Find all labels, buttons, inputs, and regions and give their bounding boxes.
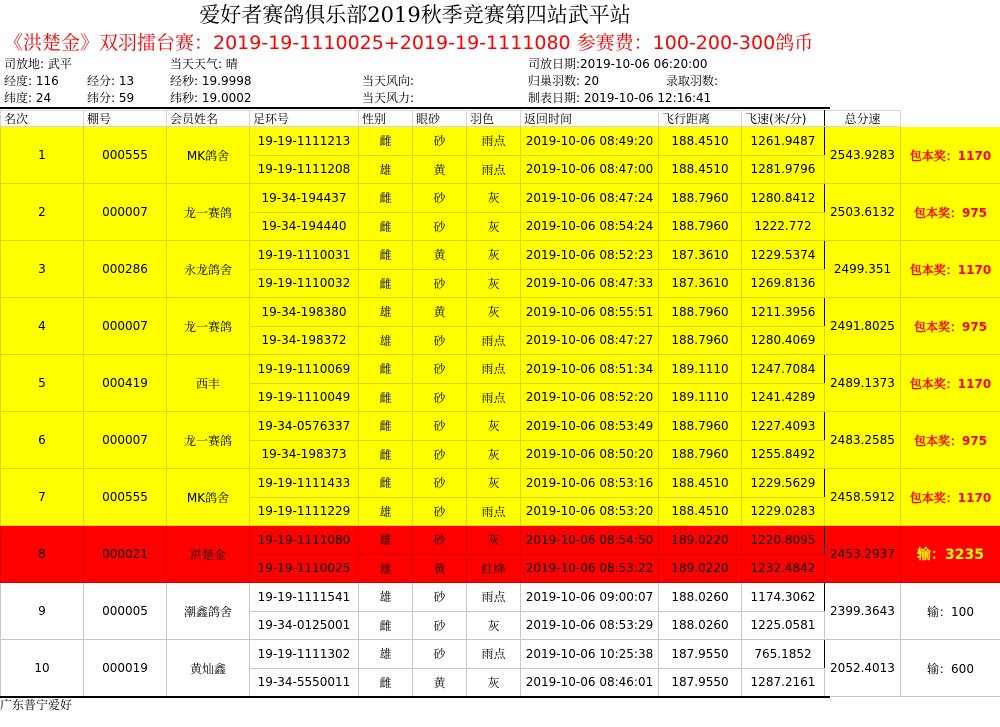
ring-cell: 19-19-1111229 <box>250 497 359 526</box>
eye-cell: 砂 <box>413 412 467 441</box>
ring-cell: 19-19-1110069 <box>250 355 359 384</box>
color-cell: 雨点 <box>467 127 521 156</box>
prize-cell: 包本奖：1170 <box>901 127 1000 184</box>
sex-cell: 雌 <box>359 127 413 156</box>
sex-cell: 雄 <box>359 155 413 184</box>
speed-cell: 1261.9487 <box>742 127 825 156</box>
return-time-cell: 2019-10-06 08:53:20 <box>521 497 659 526</box>
speed-cell: 1229.0283 <box>742 497 825 526</box>
return-time-cell: 2019-10-06 10:25:38 <box>521 640 659 669</box>
distance-cell: 187.3610 <box>659 269 742 298</box>
color-cell: 雨点 <box>467 583 521 612</box>
loft-cell: 000419 <box>84 355 167 412</box>
color-cell: 雨点 <box>467 640 521 669</box>
release-date: 司放日期:2019-10-06 06:20:00 <box>528 57 708 71</box>
latitude-minutes: 纬分: 59 <box>87 91 135 105</box>
sex-cell: 雄 <box>359 526 413 555</box>
return-time-cell: 2019-10-06 08:54:50 <box>521 526 659 555</box>
color-cell: 灰 <box>467 241 521 270</box>
speed-cell: 1220.8095 <box>742 526 825 555</box>
distance-cell: 188.4510 <box>659 155 742 184</box>
speed-cell: 1287.2161 <box>742 668 825 697</box>
color-cell: 灰 <box>467 269 521 298</box>
rank-cell: 9 <box>1 583 84 640</box>
color-cell: 灰 <box>467 440 521 469</box>
wind-direction: 当天风向: <box>362 74 415 88</box>
footer-line <box>0 696 830 698</box>
speed-cell: 1229.5629 <box>742 469 825 498</box>
weather: 当天天气: 晴 <box>170 57 238 71</box>
return-time-cell: 2019-10-06 08:50:20 <box>521 440 659 469</box>
footer-text: 广东普宁爱好 <box>0 698 73 712</box>
return-time-cell: 2019-10-06 08:47:00 <box>521 155 659 184</box>
returned-count: 归巢羽数: 20 <box>528 74 600 88</box>
total-speed-cell: 2453.2937 <box>825 526 901 583</box>
speed-cell: 1222.772 <box>742 212 825 241</box>
loft-cell: 000555 <box>84 127 167 184</box>
color-cell: 雨点 <box>467 155 521 184</box>
distance-cell: 189.1110 <box>659 355 742 384</box>
return-time-cell: 2019-10-06 08:55:51 <box>521 298 659 327</box>
ring-cell: 19-34-198380 <box>250 298 359 327</box>
member-cell: 永龙鸽舍 <box>167 241 250 298</box>
speed-cell: 1281.9796 <box>742 155 825 184</box>
table-row <box>1 127 1000 156</box>
color-cell: 灰 <box>467 469 521 498</box>
distance-cell: 188.7960 <box>659 184 742 213</box>
member-cell: 西丰 <box>167 355 250 412</box>
speed-cell: 1280.4069 <box>742 326 825 355</box>
eye-cell: 砂 <box>413 640 467 669</box>
distance-cell: 188.7960 <box>659 326 742 355</box>
release-place: 司放地: 武平 <box>4 57 72 71</box>
speed-cell: 765.1852 <box>742 640 825 669</box>
sex-cell: 雌 <box>359 212 413 241</box>
return-time-cell: 2019-10-06 08:52:23 <box>521 241 659 270</box>
return-time-cell: 2019-10-06 08:53:29 <box>521 611 659 640</box>
member-cell: 龙一赛鸽 <box>167 184 250 241</box>
distance-cell: 188.7960 <box>659 298 742 327</box>
speed-cell: 1241.4289 <box>742 383 825 412</box>
sex-cell: 雌 <box>359 668 413 697</box>
ring-cell: 19-19-1111541 <box>250 583 359 612</box>
prize-cell: 包本奖：1170 <box>901 469 1000 526</box>
color-cell: 灰 <box>467 611 521 640</box>
color-cell: 灰 <box>467 298 521 327</box>
total-speed-cell: 2399.3643 <box>825 583 901 640</box>
sex-cell: 雄 <box>359 583 413 612</box>
eye-cell: 黄 <box>413 554 467 583</box>
ring-cell: 19-34-0576337 <box>250 412 359 441</box>
header-sex: 性别 <box>359 111 413 127</box>
return-time-cell: 2019-10-06 08:53:49 <box>521 412 659 441</box>
total-speed-cell: 2491.8025 <box>825 298 901 355</box>
loft-cell: 000007 <box>84 298 167 355</box>
ring-cell: 19-19-1110049 <box>250 383 359 412</box>
sex-cell: 雌 <box>359 412 413 441</box>
sex-cell: 雄 <box>359 326 413 355</box>
ring-cell: 19-34-198372 <box>250 326 359 355</box>
distance-cell: 187.9550 <box>659 640 742 669</box>
eye-cell: 砂 <box>413 127 467 156</box>
loft-cell: 000005 <box>84 583 167 640</box>
header-blank <box>901 111 1000 127</box>
header-eye: 眼砂 <box>413 111 467 127</box>
total-speed-cell: 2052.4013 <box>825 640 901 697</box>
prize-cell: 包本奖：975 <box>901 298 1000 355</box>
header-speed: 飞速(米/分) <box>742 111 825 127</box>
return-time-cell: 2019-10-06 08:51:34 <box>521 355 659 384</box>
sex-cell: 雄 <box>359 497 413 526</box>
eye-cell: 砂 <box>413 355 467 384</box>
table-row <box>1 412 1000 441</box>
recorded-count: 录取羽数: <box>666 74 719 88</box>
distance-cell: 189.0220 <box>659 526 742 555</box>
speed-cell: 1280.8412 <box>742 184 825 213</box>
prize-cell: 输：100 <box>901 583 1000 640</box>
longitude: 经度: 116 <box>4 74 59 88</box>
color-cell: 灰 <box>467 212 521 241</box>
latitude-seconds: 纬秒: 19.0002 <box>170 91 252 105</box>
info-row-3 <box>0 90 830 107</box>
subtitle-text: 《洪楚金》双羽擂台赛：2019-19-1110025+2019-19-1111080 参赛费：100-200-300鸽币 <box>4 32 814 54</box>
distance-cell: 189.0220 <box>659 554 742 583</box>
table-made-date: 制表日期: 2019-10-06 12:16:41 <box>528 91 712 105</box>
total-speed-cell: 2503.6132 <box>825 184 901 241</box>
color-cell: 雨点 <box>467 326 521 355</box>
member-cell: 龙一赛鸽 <box>167 298 250 355</box>
eye-cell: 砂 <box>413 326 467 355</box>
sex-cell: 雄 <box>359 640 413 669</box>
rank-cell: 4 <box>1 298 84 355</box>
sex-cell: 雄 <box>359 298 413 327</box>
eye-cell: 砂 <box>413 469 467 498</box>
header-ring: 足环号 <box>250 111 359 127</box>
prize-cell: 包本奖：1170 <box>901 241 1000 298</box>
color-cell: 雨点 <box>467 355 521 384</box>
total-speed-cell: 2499.351 <box>825 241 901 298</box>
sex-cell: 雌 <box>359 469 413 498</box>
header-top-line <box>0 107 830 109</box>
header-color: 羽色 <box>467 111 521 127</box>
header-rank: 名次 <box>1 111 84 127</box>
color-cell: 灰 <box>467 184 521 213</box>
header-total-speed: 总分速 <box>825 111 901 127</box>
loft-cell: 000555 <box>84 469 167 526</box>
header-row <box>1 111 1000 127</box>
member-cell: 龙一赛鸽 <box>167 412 250 469</box>
sex-cell: 雌 <box>359 241 413 270</box>
speed-cell: 1174.3062 <box>742 583 825 612</box>
table-row <box>1 184 1000 213</box>
latitude: 纬度: 24 <box>4 91 52 105</box>
loft-cell: 000007 <box>84 412 167 469</box>
sex-cell: 雌 <box>359 611 413 640</box>
sex-cell: 雌 <box>359 184 413 213</box>
eye-cell: 砂 <box>413 383 467 412</box>
color-cell: 雨点 <box>467 497 521 526</box>
eye-cell: 砂 <box>413 440 467 469</box>
eye-cell: 黄 <box>413 668 467 697</box>
header-return-time: 返回时间 <box>521 111 659 127</box>
color-cell: 灰 <box>467 412 521 441</box>
wind-power: 当天风力: <box>362 91 415 105</box>
header-member: 会员姓名 <box>167 111 250 127</box>
distance-cell: 187.9550 <box>659 668 742 697</box>
return-time-cell: 2019-10-06 08:47:24 <box>521 184 659 213</box>
eye-cell: 黄 <box>413 155 467 184</box>
prize-cell: 包本奖：975 <box>901 184 1000 241</box>
return-time-cell: 2019-10-06 08:54:24 <box>521 212 659 241</box>
table-row <box>1 583 1000 612</box>
ring-cell: 19-19-1110031 <box>250 241 359 270</box>
ring-cell: 19-34-0125001 <box>250 611 359 640</box>
speed-cell: 1225.0581 <box>742 611 825 640</box>
distance-cell: 188.4510 <box>659 469 742 498</box>
speed-cell: 1269.8136 <box>742 269 825 298</box>
longitude-minutes: 经分: 13 <box>87 74 135 88</box>
total-speed-cell: 2458.5912 <box>825 469 901 526</box>
ring-cell: 19-19-1111433 <box>250 469 359 498</box>
eye-cell: 砂 <box>413 184 467 213</box>
return-time-cell: 2019-10-06 08:53:16 <box>521 469 659 498</box>
total-speed-cell: 2489.1373 <box>825 355 901 412</box>
rank-cell: 5 <box>1 355 84 412</box>
rank-cell: 1 <box>1 127 84 184</box>
distance-cell: 188.7960 <box>659 212 742 241</box>
return-time-cell: 2019-10-06 08:52:20 <box>521 383 659 412</box>
member-cell: 黄灿鑫 <box>167 640 250 697</box>
header-distance: 飞行距离 <box>659 111 742 127</box>
ring-cell: 19-19-1111080 <box>250 526 359 555</box>
eye-cell: 黄 <box>413 241 467 270</box>
distance-cell: 188.7960 <box>659 412 742 441</box>
return-time-cell: 2019-10-06 08:53:22 <box>521 554 659 583</box>
speed-cell: 1227.4093 <box>742 412 825 441</box>
distance-cell: 188.7960 <box>659 440 742 469</box>
ring-cell: 19-34-194440 <box>250 212 359 241</box>
table-row <box>1 640 1000 669</box>
sex-cell: 雌 <box>359 440 413 469</box>
info-row-2 <box>0 73 830 90</box>
return-time-cell: 2019-10-06 08:46:01 <box>521 668 659 697</box>
loft-cell: 000007 <box>84 184 167 241</box>
table-row <box>1 241 1000 270</box>
eye-cell: 砂 <box>413 526 467 555</box>
color-cell: 灰 <box>467 526 521 555</box>
distance-cell: 188.4510 <box>659 497 742 526</box>
color-cell: 雨点 <box>467 383 521 412</box>
eye-cell: 砂 <box>413 497 467 526</box>
speed-cell: 1229.5374 <box>742 241 825 270</box>
ring-cell: 19-19-1110025 <box>250 554 359 583</box>
loft-cell: 000286 <box>84 241 167 298</box>
ring-cell: 19-19-1111302 <box>250 640 359 669</box>
distance-cell: 187.3610 <box>659 241 742 270</box>
total-speed-cell: 2483.2585 <box>825 412 901 469</box>
sex-cell: 雌 <box>359 355 413 384</box>
table-row <box>1 355 1000 384</box>
rank-cell: 10 <box>1 640 84 697</box>
speed-cell: 1232.4842 <box>742 554 825 583</box>
results-body <box>1 127 1000 697</box>
table-row <box>1 298 1000 327</box>
sex-cell: 雄 <box>359 554 413 583</box>
eye-cell: 砂 <box>413 583 467 612</box>
sex-cell: 雌 <box>359 269 413 298</box>
rank-cell: 8 <box>1 526 84 583</box>
loft-cell: 000021 <box>84 526 167 583</box>
distance-cell: 189.1110 <box>659 383 742 412</box>
eye-cell: 砂 <box>413 269 467 298</box>
prize-cell: 输：3235 <box>901 526 1000 583</box>
eye-cell: 砂 <box>413 212 467 241</box>
return-time-cell: 2019-10-06 08:47:27 <box>521 326 659 355</box>
return-time-cell: 2019-10-06 08:49:20 <box>521 127 659 156</box>
rank-cell: 3 <box>1 241 84 298</box>
sex-cell: 雌 <box>359 383 413 412</box>
prize-cell: 输：600 <box>901 640 1000 697</box>
return-time-cell: 2019-10-06 09:00:07 <box>521 583 659 612</box>
loft-cell: 000019 <box>84 640 167 697</box>
info-row-1 <box>0 56 830 73</box>
color-cell: 灰 <box>467 668 521 697</box>
ring-cell: 19-19-1110032 <box>250 269 359 298</box>
color-cell: 红绛 <box>467 554 521 583</box>
ring-cell: 19-34-194437 <box>250 184 359 213</box>
speed-cell: 1247.7084 <box>742 355 825 384</box>
ring-cell: 19-19-1111213 <box>250 127 359 156</box>
rank-cell: 2 <box>1 184 84 241</box>
speed-cell: 1211.3956 <box>742 298 825 327</box>
eye-cell: 黄 <box>413 298 467 327</box>
eye-cell: 砂 <box>413 611 467 640</box>
table-row <box>1 526 1000 555</box>
ring-cell: 19-34-5550011 <box>250 668 359 697</box>
prize-cell: 包本奖：975 <box>901 412 1000 469</box>
page-title: 爱好者赛鸽俱乐部2019秋季竞赛第四站武平站 <box>199 3 631 27</box>
distance-cell: 188.4510 <box>659 127 742 156</box>
member-cell: 洪楚金 <box>167 526 250 583</box>
member-cell: MK鸽舍 <box>167 127 250 184</box>
rank-cell: 7 <box>1 469 84 526</box>
ring-cell: 19-34-198373 <box>250 440 359 469</box>
results-table <box>0 110 1000 697</box>
distance-cell: 188.0260 <box>659 583 742 612</box>
ring-cell: 19-19-1111208 <box>250 155 359 184</box>
distance-cell: 188.0260 <box>659 611 742 640</box>
total-speed-cell: 2543.9283 <box>825 127 901 184</box>
table-row <box>1 469 1000 498</box>
return-time-cell: 2019-10-06 08:47:33 <box>521 269 659 298</box>
subtitle <box>0 30 1000 56</box>
header-loft: 棚号 <box>84 111 167 127</box>
member-cell: MK鸽舍 <box>167 469 250 526</box>
longitude-seconds: 经秒: 19.9998 <box>170 74 252 88</box>
prize-cell: 包本奖：1170 <box>901 355 1000 412</box>
member-cell: 潮鑫鸽舍 <box>167 583 250 640</box>
rank-cell: 6 <box>1 412 84 469</box>
speed-cell: 1255.8492 <box>742 440 825 469</box>
